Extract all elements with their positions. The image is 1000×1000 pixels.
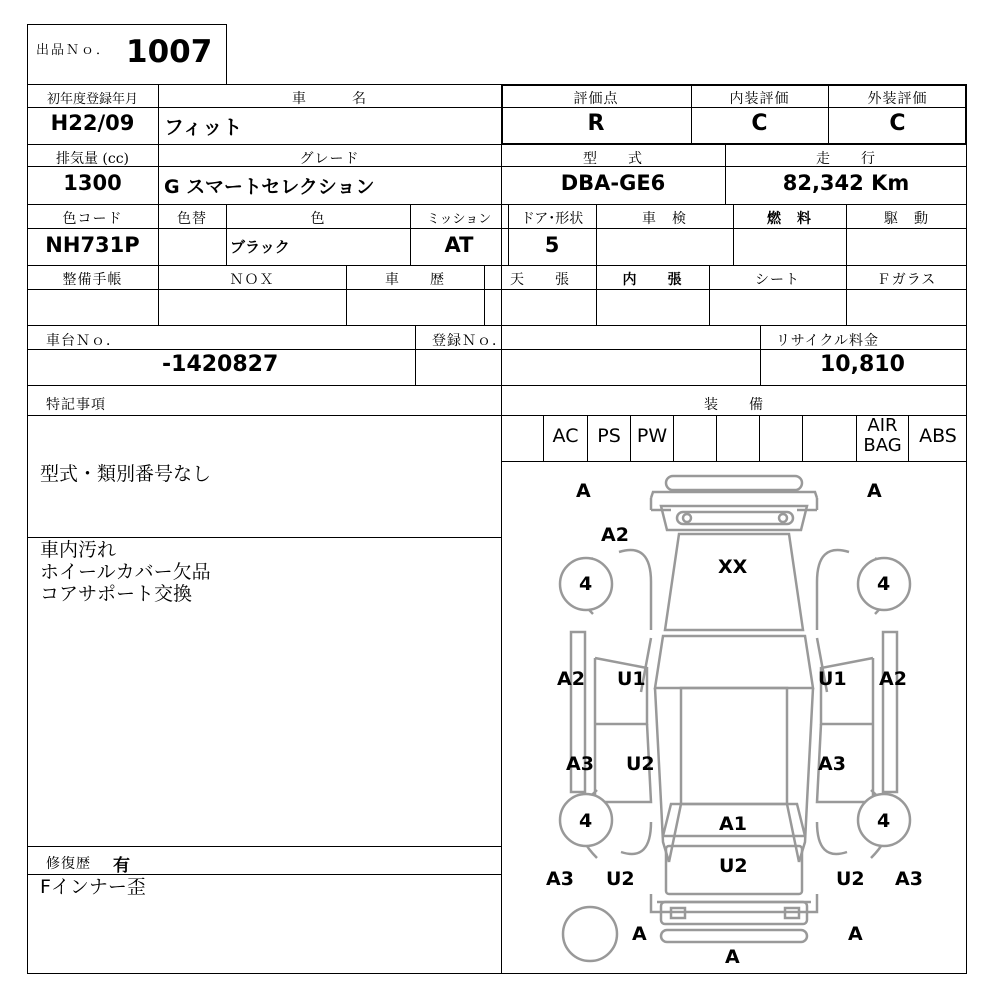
notes-line-4: コアサポート交換 [40,583,193,605]
mark-left-front-door-outer: A2 [557,668,585,690]
mark-wheel-rear-left: 4 [579,810,593,832]
mark-trunk: U2 [719,855,748,877]
grade-value: G スマートセレクション [164,176,375,198]
hline [27,325,967,326]
mark-rear-left-corner: A [632,923,647,945]
notes-line-1: 型式・類別番号なし [40,463,212,485]
mark-wheel-rear-right: 4 [877,810,891,832]
hline [27,537,501,538]
equipment-label: 装 備 [704,397,764,413]
color-code-label: 色コード [62,211,123,227]
mark-front-right-corner: A [867,480,882,502]
headliner-label: 天 張 [510,272,570,288]
model-label: 型 式 [583,151,643,167]
nox-label: ＮＯＸ [229,272,275,288]
recycle-fee-value: 10,810 [820,352,905,377]
hline [27,228,967,229]
lot-number-label: 出品Ｎｏ． [36,43,112,58]
vline [760,325,761,385]
registration-date-label: 初年度登録年月 [46,92,138,107]
equipment-ac: AC [552,425,579,447]
roof [681,688,787,804]
front-bumper [666,476,802,490]
lot-number-box [27,24,227,85]
repaint-label: 色替 [177,211,207,227]
equipment-airbag: AIR BAG [863,415,902,456]
mark-left-rear-fender-outer: A3 [546,868,574,890]
car-name-value: フィット [164,115,243,139]
front-glass-label: Ｆガラス [876,272,937,288]
score-value: R [587,111,605,136]
mark-right-rear-fender: U2 [836,868,865,890]
registration-date-value: H22/09 [50,111,135,135]
repair-history-label: 修復歴 [46,856,91,872]
displacement-label: 排気量 (cc) [55,151,130,167]
notes-line-3: ホイールカバー欠品 [40,561,211,583]
interior-label: 内装評価 [729,91,790,107]
color-label: 色 [310,211,326,227]
displacement-value: 1300 [63,171,122,195]
car-history-label: 車 歴 [385,272,445,288]
hline [27,289,967,290]
equipment-pw: PW [636,425,668,447]
vline [759,415,760,461]
hline [27,874,501,875]
lot-number-value: 1007 [126,34,213,70]
front-plate [677,512,793,524]
mark-left-rear-fender: U2 [606,868,635,890]
mileage-label: 走 行 [816,151,876,167]
model-value: DBA-GE6 [560,171,666,195]
color-code-value: NH731P [45,233,140,257]
mark-rear-bumper: A [725,946,740,968]
vline [716,415,717,461]
vline [415,325,416,385]
mark-right-rear-door: A3 [818,753,846,775]
car-diagram [501,462,967,973]
spare-tire [563,907,617,961]
recycle-fee-label: リサイクル料金 [776,333,880,349]
fuel-label: 燃 料 [767,211,812,227]
color-value: ブラック [230,238,290,256]
equipment-abs: ABS [919,425,957,447]
chassis-number-label: 車台Ｎｏ． [46,333,121,349]
mark-wheel-front-right: 4 [877,573,891,595]
chassis-number-value: -1420827 [162,352,279,377]
mark-left-rear-door: U2 [626,753,655,775]
hline [27,415,967,416]
mark-hood: XX [718,556,748,578]
repair-detail: Fインナー歪 [40,876,146,898]
hline [27,204,967,205]
inspection-label: 車 検 [642,211,687,227]
mark-front-bumper-left: A2 [601,524,629,546]
equipment-ps: PS [597,425,621,447]
door-label: ドア･形状 [520,211,584,227]
interior-value: C [751,111,768,136]
mileage-value: 82,342 Km [782,171,910,195]
hline [27,385,967,386]
mark-front-left-corner: A [576,480,591,502]
mark-right-front-door-outer: A2 [879,668,907,690]
score-label: 評価点 [573,91,619,107]
car-name-label: 車 名 [292,91,367,107]
right-rocker [883,632,897,792]
door-value: 5 [544,233,560,257]
vline [802,415,803,461]
exterior-label: 外装評価 [867,91,928,107]
exterior-value: C [889,111,906,136]
interior-trim-label: 内 張 [622,272,683,288]
windshield [655,636,813,688]
mission-label: ミッション [426,212,492,227]
mark-left-rocker: A3 [566,753,594,775]
registration-number-label: 登録Ｎｏ． [432,333,507,349]
notes-label: 特記事項 [46,397,106,413]
mark-rear-window: A1 [719,813,747,835]
front-bumper-outline [651,492,817,510]
mark-wheel-front-left: 4 [579,573,593,595]
mark-right-rear-fender-outer: A3 [895,868,923,890]
hline [27,265,967,266]
mission-value: AT [444,233,474,257]
notes-line-2: 車内汚れ [40,539,117,561]
rear-bumper-lower [661,930,807,942]
drive-label: 駆 動 [884,211,929,227]
mark-left-front-door: U1 [617,668,646,690]
grade-label: グレード [299,151,360,167]
vline [673,415,674,461]
maintenance-book-label: 整備手帳 [62,272,123,288]
mark-right-front-door: U1 [818,668,847,690]
hline [27,846,501,847]
mark-rear-right-corner: A [848,923,863,945]
seat-label: シート [755,272,800,288]
hood [665,534,803,630]
repair-history-value: 有 [113,856,130,876]
